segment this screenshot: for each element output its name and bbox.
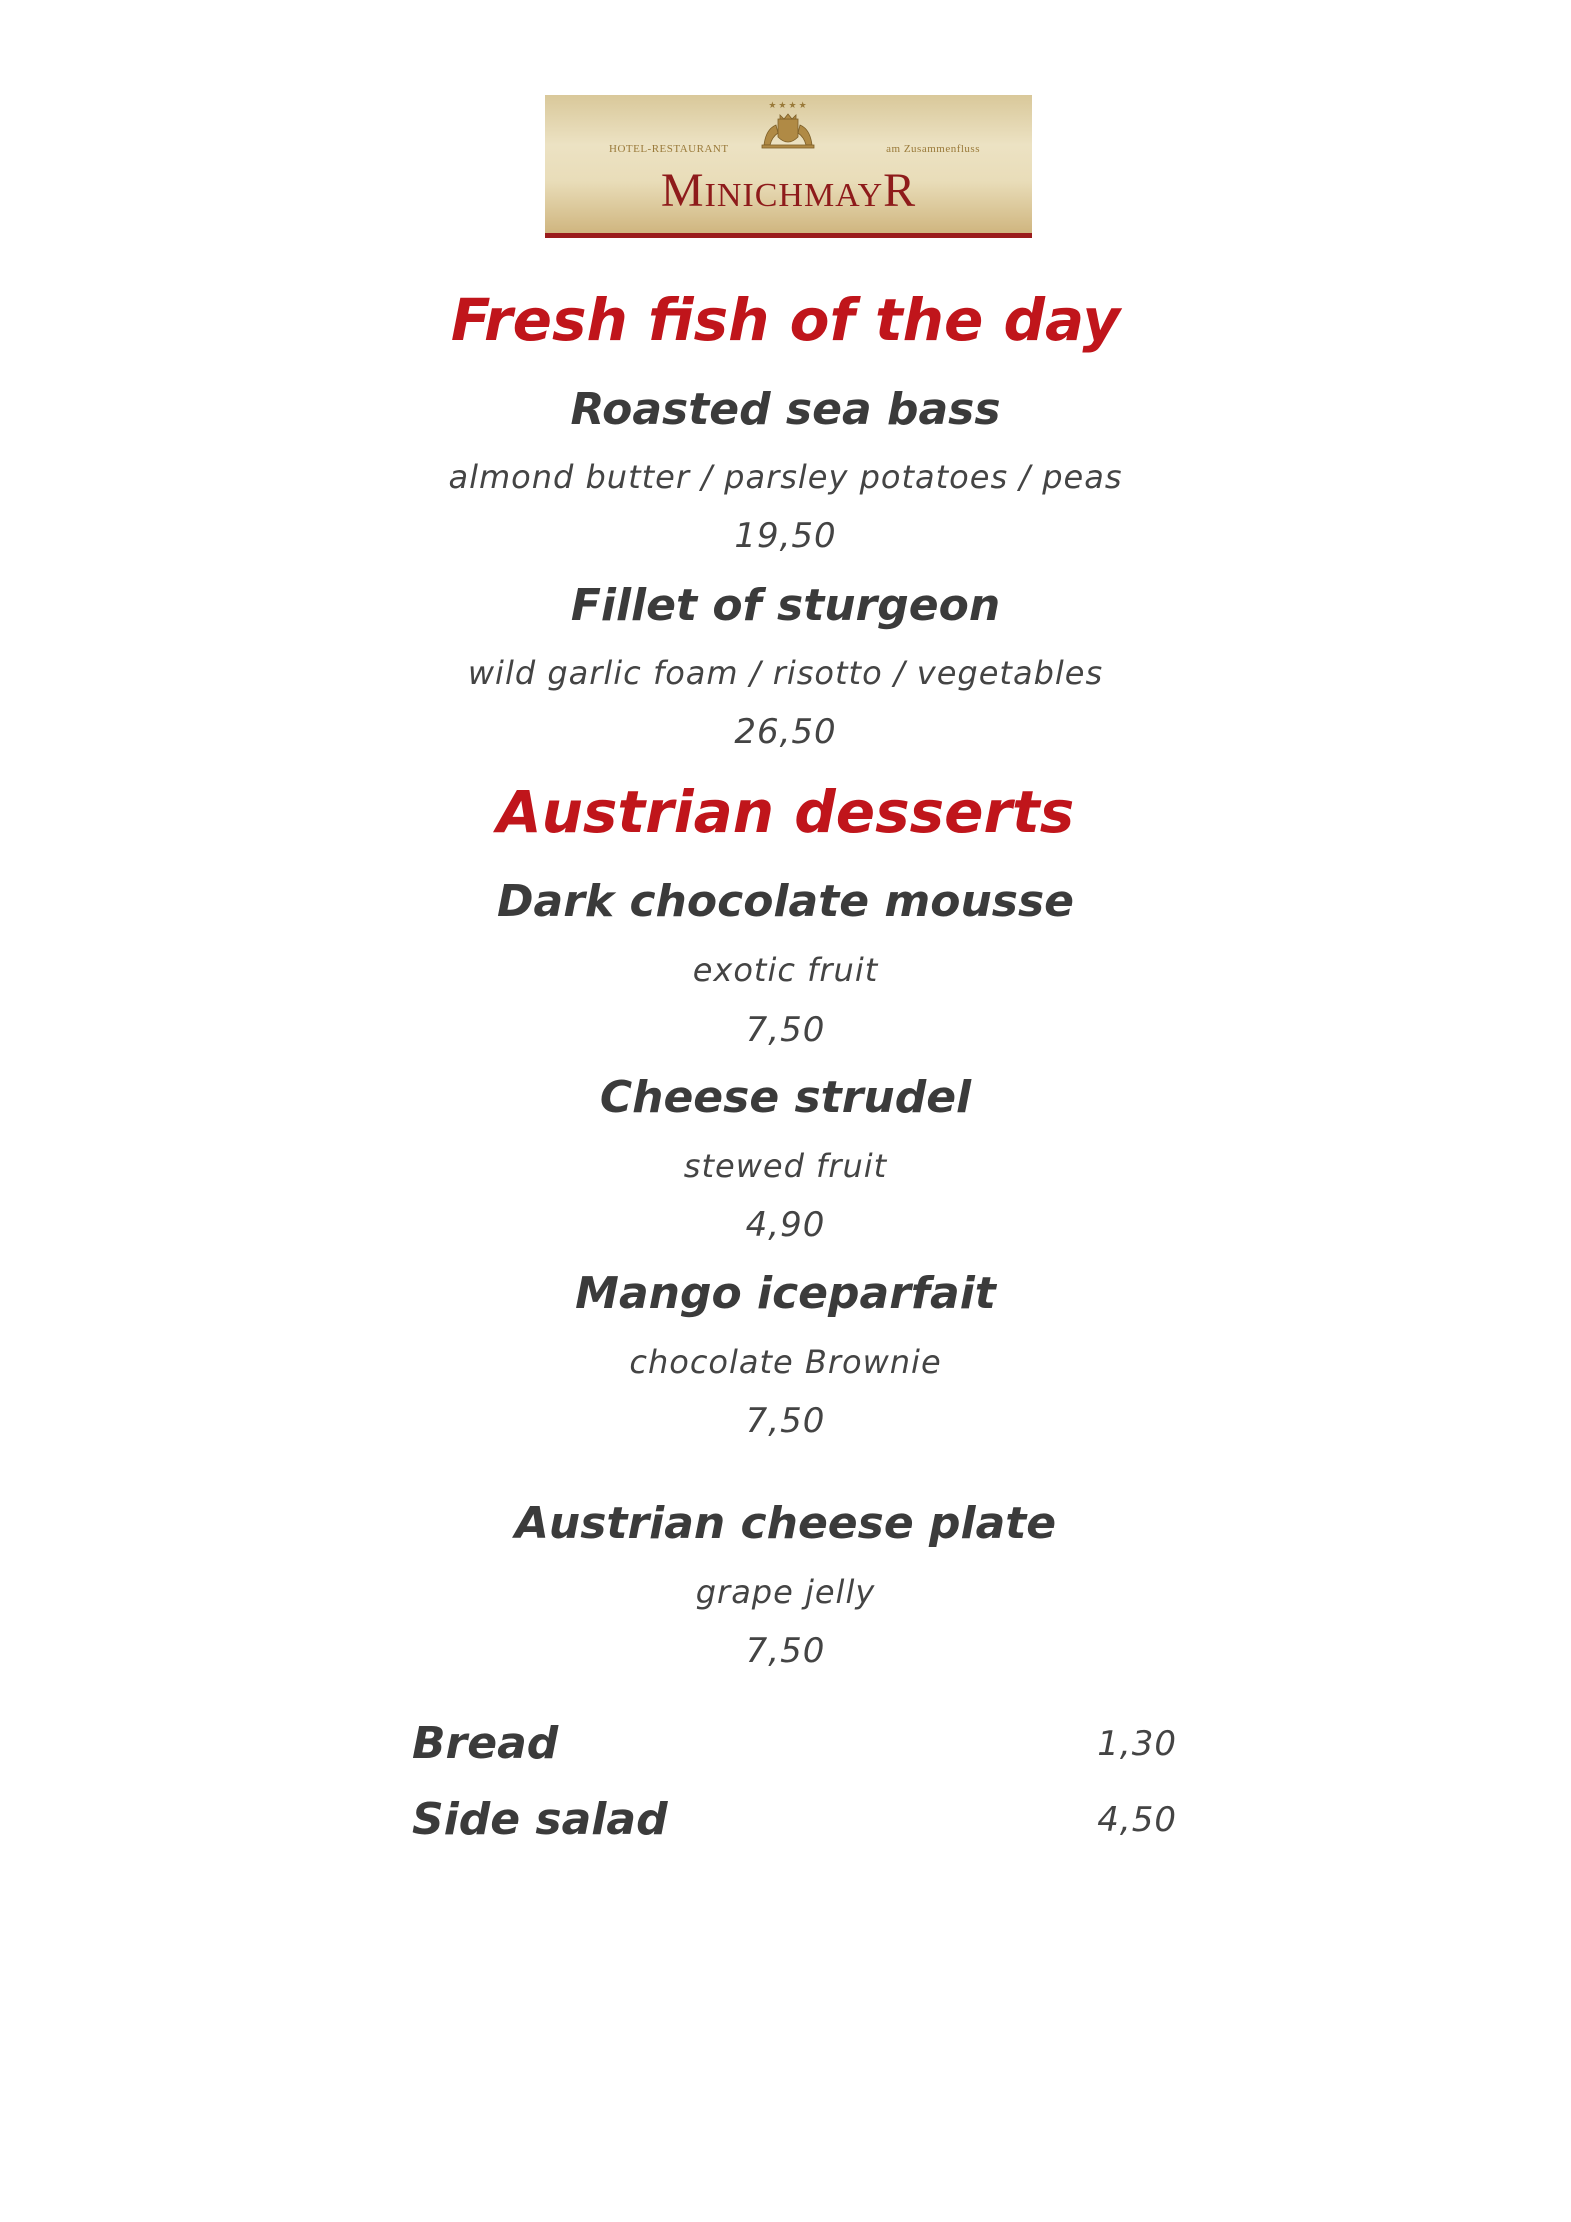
logo-name: MinichmayR [660, 164, 917, 217]
logo-stars: ★★★★ [768, 101, 809, 111]
logo-location: am Zusammenfluss [886, 143, 980, 155]
extra-row [412, 1718, 1177, 1778]
dish-name: Cheese strudel [599, 1072, 972, 1123]
dish-price: 7,50 [745, 1010, 826, 1050]
extra-price: 4,50 [1097, 1800, 1177, 1840]
dish-description: exotic fruit [692, 951, 879, 989]
section-title-desserts: Austrian desserts [496, 778, 1075, 846]
dish-name: Dark chocolate mousse [496, 876, 1075, 927]
dish-price: 19,50 [734, 516, 837, 556]
dish-description: wild garlic foam / risotto / vegetables [467, 654, 1104, 692]
restaurant-logo [545, 95, 1032, 238]
dish-price: 26,50 [734, 712, 837, 752]
dish-description: almond butter / parsley potatoes / peas [448, 458, 1123, 496]
logo-hotel-restaurant: HOTEL-RESTAURANT [609, 143, 729, 155]
dish-name: Roasted sea bass [570, 384, 1001, 435]
dish-description: stewed fruit [683, 1147, 888, 1185]
dish-description: grape jelly [695, 1573, 876, 1611]
dish-description: chocolate Brownie [629, 1343, 942, 1381]
extra-name: Bread [412, 1718, 559, 1769]
extra-name: Side salad [412, 1794, 668, 1845]
crest-icon [756, 111, 820, 151]
dish-price: 4,90 [745, 1205, 826, 1245]
section-title-fish: Fresh fish of the day [450, 286, 1121, 354]
extra-price: 1,30 [1097, 1724, 1177, 1764]
dish-name: Mango iceparfait [575, 1268, 996, 1319]
extra-row [412, 1794, 1177, 1854]
dish-name: Fillet of sturgeon [570, 580, 1001, 631]
dish-price: 7,50 [745, 1631, 826, 1671]
dish-name: Austrian cheese plate [514, 1498, 1057, 1549]
dish-price: 7,50 [745, 1401, 826, 1441]
